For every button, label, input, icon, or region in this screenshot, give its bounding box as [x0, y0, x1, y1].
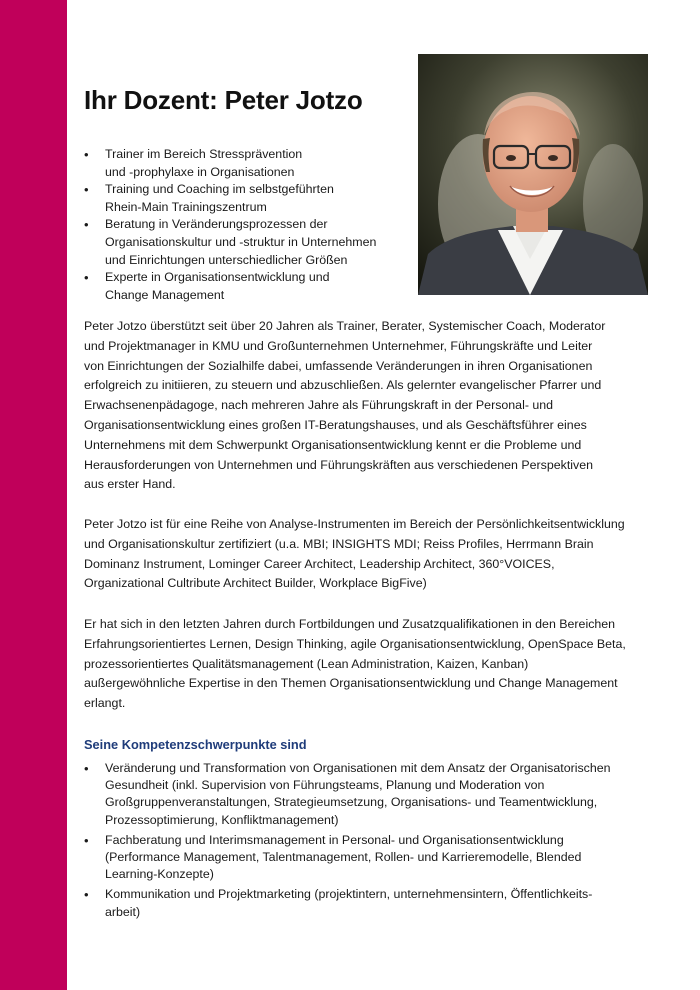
- list-item-line: Rhein-Main Trainingszentrum: [105, 199, 267, 214]
- paragraph-line: erlangt.: [84, 696, 126, 711]
- bio-paragraph-2: [84, 515, 654, 594]
- page-title: Ihr Dozent: Peter Jotzo: [84, 85, 363, 115]
- paragraph-line: von Einrichtungen der Sozialhilfe dabei, umfassende Veränderungen in ihren Organisationen: [84, 358, 593, 373]
- list-item-line: • Experte in Organisationsentwicklung und: [105, 270, 330, 285]
- magenta-sidebar-bar: [0, 0, 67, 990]
- competence-heading: Seine Kompetenzschwerpunkte sind: [84, 737, 307, 752]
- list-item-line: Change Management: [105, 287, 225, 302]
- list-item-line: • Fachberatung und Interimsmanagement in Personal- und Organisationsentwicklung: [105, 832, 564, 847]
- paragraph-line: Organizational Cultribute Architect Builder, Workplace BigFive): [84, 576, 427, 591]
- competence-list: [84, 760, 654, 924]
- paragraph-line: Herausforderungen von Unternehmen und Führungskräften aus verschiedenen Perspektiven: [84, 457, 594, 472]
- list-item-line: • Training und Coaching im selbstgeführten: [105, 182, 334, 197]
- paragraph-line: Peter Jotzo überstützt seit über 20 Jahren als Trainer, Berater, Systemischer Coach, Moderator: [84, 319, 606, 333]
- list-item: [84, 181, 409, 216]
- paragraph-line: prozessorientiertes Qualitätsmanagement (Lean Administration, Kaizen, Kanban): [84, 656, 529, 671]
- list-item-line: und -prophylaxe in Organisationen: [105, 164, 295, 179]
- paragraph-line: und Projektmanager in KMU und Großunternehmen Unternehmer, Führungskräfte und Leiter: [84, 338, 593, 353]
- bio-paragraph-3: [84, 615, 654, 714]
- list-item: [84, 216, 409, 269]
- list-item-line: Organisationskultur und -struktur in Unternehmen: [105, 234, 377, 249]
- bio-paragraph-1: [84, 317, 654, 495]
- portrait-illustration: [418, 54, 648, 295]
- list-item-line: Learning-Konzepte): [105, 867, 214, 882]
- list-item-line: • Beratung in Veränderungsprozessen der: [105, 217, 328, 232]
- paragraph-line: erfolgreich zu initiieren, zu steuern und abzuschließen. Als gelernter evangelischer Pfarrer und: [84, 378, 602, 393]
- list-item: [84, 886, 654, 920]
- list-item-line: Großgruppenveranstaltungen, Strategieumsetzung, Organisations- und Teamentwicklung,: [105, 795, 598, 810]
- paragraph-line: und Organisationskultur zertifiziert (u.a. MBI; INSIGHTS MDI; Reiss Profiles, Herrmann Brain: [84, 536, 594, 551]
- list-item-line: arbeit): [105, 904, 141, 919]
- list-item-line: und Einrichtungen unterschiedlicher Größen: [105, 252, 348, 267]
- list-item-line: • Trainer im Bereich Stressprävention: [105, 147, 303, 161]
- list-item: [84, 760, 654, 829]
- paragraph-line: aus erster Hand.: [84, 477, 176, 492]
- paragraph-line: Er hat sich in den letzten Jahren durch Fortbildungen und Zusatzqualifikationen in den Bereichen: [84, 617, 616, 631]
- list-item-line: • Kommunikation und Projektmarketing (projektintern, unternehmensintern, Öffentlichkeits-: [105, 887, 593, 902]
- paragraph-line: außergewöhnliche Expertise in den Themen Organisationsentwicklung und Change Management: [84, 676, 618, 691]
- list-item: [84, 146, 409, 181]
- paragraph-line: Dominanz Instrument, Lominger Career Architect, Leadership Architect, 360°VOICES,: [84, 556, 555, 571]
- list-item-line: Prozessoptimierung, Konfliktmanagement): [105, 812, 339, 827]
- paragraph-line: Unternehmens mit dem Schwerpunkt Organisationsentwicklung kennt er die Probleme und: [84, 437, 582, 452]
- list-item: [84, 269, 409, 304]
- paragraph-line: Peter Jotzo ist für eine Reihe von Analyse-Instrumenten im Bereich der Persönlichkeitsentwicklung: [84, 517, 625, 531]
- paragraph-line: Erwachsenenpädagoge, nach mehreren Jahre als Führungskraft in der Personal- und: [84, 398, 554, 413]
- qualification-list: [84, 146, 409, 304]
- list-item-line: (Performance Management, Talentmanagement, Rollen- und Karrieremodelle, Blended: [105, 850, 582, 865]
- list-item: [84, 832, 654, 884]
- list-item-line: Gesundheit (inkl. Supervision von Führungsteams, Planung und Moderation von: [105, 778, 545, 793]
- list-item-line: • Veränderung und Transformation von Organisationen mit dem Ansatz der Organisatorischen: [105, 761, 611, 775]
- portrait-photo: [418, 54, 648, 295]
- paragraph-line: Organisationsentwicklung eines großen IT-Beratungshauses, und als Geschäftsführer eines: [84, 417, 587, 432]
- paragraph-line: Erfahrungsorientiertes Lernen, Design Thinking, agile Organisationsentwicklung, OpenSpace Beta,: [84, 636, 626, 651]
